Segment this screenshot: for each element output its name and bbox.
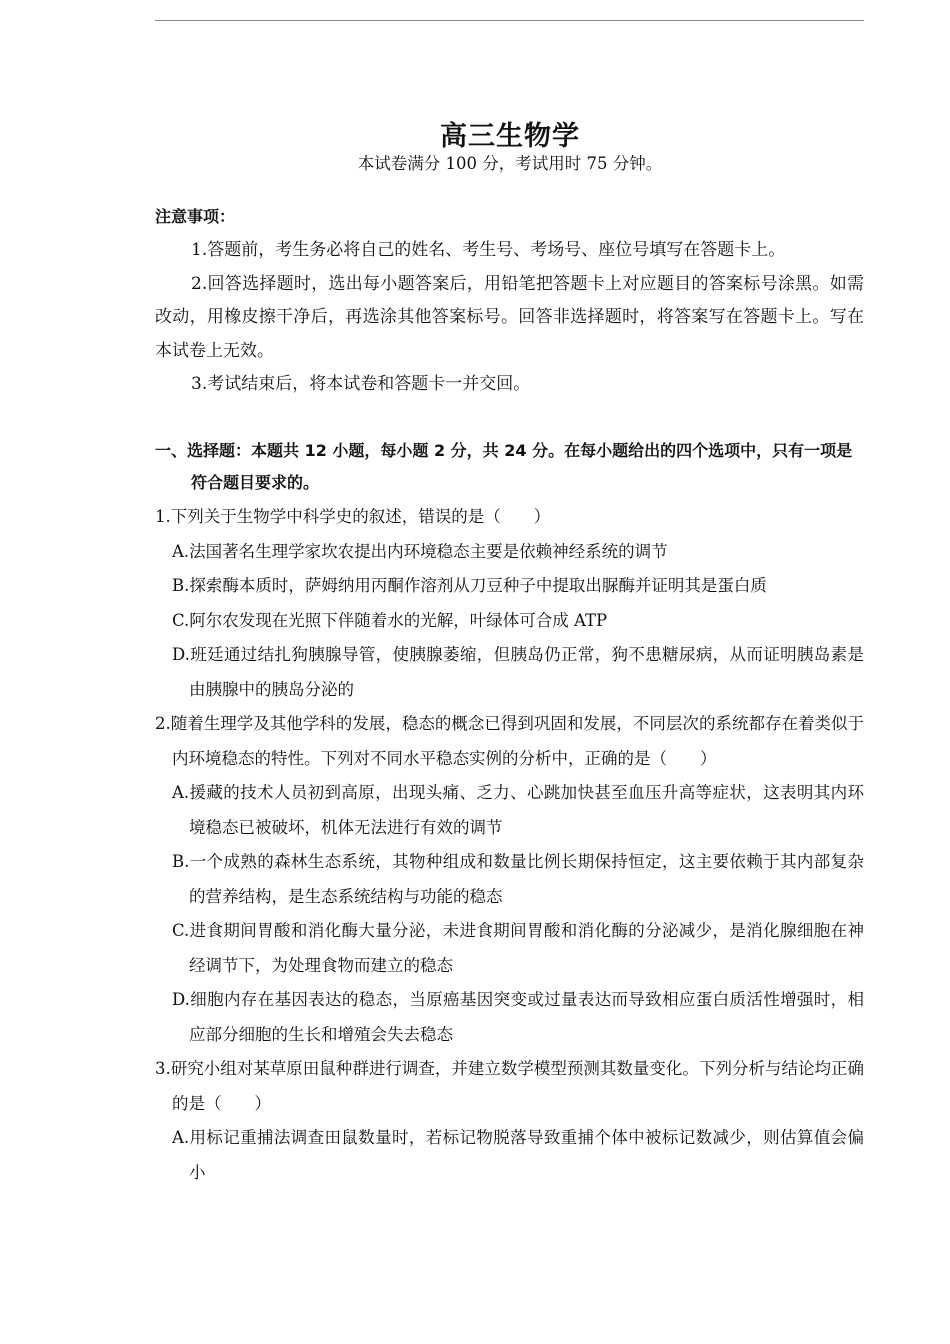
- question-stem: 3.研究小组对某草原田鼠种群进行调查，并建立数学模型预测其数量变化。下列分析与结论均正确的是（ ）: [155, 1059, 864, 1113]
- notice-item: 1.答题前，考生务必将自己的姓名、考生号、考场号、座位号填写在答题卡上。: [191, 240, 786, 260]
- option-a: A.援藏的技术人员初到高原，出现头痛、乏力、心跳加快甚至血压升高等症状，这表明其内环境稳态已被破坏，机体无法进行有效的调节: [172, 783, 864, 837]
- option-d: D.细胞内存在基因表达的稳态，当原癌基因突变或过量表达而导致相应蛋白质活性增强时，相应部分细胞的生长和增殖会失去稳态: [172, 990, 864, 1044]
- notice-list: [155, 234, 864, 402]
- page-title: 高三生物学: [440, 121, 580, 152]
- option-a: A.法国著名生理学家坎农提出内环境稳态主要是依赖神经系统的调节: [172, 541, 668, 561]
- question-stem: 2.随着生理学及其他学科的发展，稳态的概念已得到巩固和发展，不同层次的系统都存在着类似于内环境稳态的特性。下列对不同水平稳态实例的分析中，正确的是（ ）: [155, 714, 864, 768]
- option-c: C.阿尔农发现在光照下伴随着水的光解，叶绿体可合成 ATP: [172, 610, 608, 630]
- exam-info: 本试卷满分 100 分，考试用时 75 分钟。: [357, 154, 663, 173]
- section-heading: 一、选择题：本题共 12 小题，每小题 2 分，共 24 分。在每小题给出的四个选项中，只有一项是符合题目要求的。: [155, 441, 853, 492]
- option-c: C.进食期间胃酸和消化酶大量分泌，未进食期间胃酸和消化酶的分泌减少，是消化腺细胞在神经调节下，为处理食物而建立的稳态: [172, 921, 864, 975]
- question-list: [155, 500, 864, 1190]
- question-3: [155, 1052, 864, 1190]
- question-1: [155, 500, 864, 707]
- option-d: D.班廷通过结扎狗胰腺导管，使胰腺萎缩，但胰岛仍正常，狗不患糖尿病，从而证明胰岛素是由胰腺中的胰岛分泌的: [172, 645, 864, 699]
- option-b: B.一个成熟的森林生态系统，其物种组成和数量比例长期保持恒定，这主要依赖于其内部复杂的营养结构，是生态系统结构与功能的稳态: [172, 852, 864, 906]
- question-2: [155, 707, 864, 1052]
- option-a: A.用标记重捕法调查田鼠数量时，若标记物脱落导致重捕个体中被标记数减少，则估算值会偏小: [172, 1128, 864, 1182]
- question-stem: 1.下列关于生物学中科学史的叙述，错误的是（ ）: [155, 507, 551, 526]
- notice-item: 3.考试结束后，将本试卷和答题卡一并交回。: [191, 374, 531, 394]
- notice-item: 2.回答选择题时，选出每小题答案后，用铅笔把答题卡上对应题目的答案标号涂黑。如需改动，用橡皮擦干净后，再选涂其他答案标号。回答非选择题时，将答案写在答题卡上。写在本试卷上无效。: [155, 273, 864, 361]
- notice-heading: 注意事项：: [155, 207, 236, 226]
- header-rule: [155, 20, 864, 21]
- option-b: B.探索酶本质时，萨姆纳用丙酮作溶剂从刀豆种子中提取出脲酶并证明其是蛋白质: [172, 576, 767, 595]
